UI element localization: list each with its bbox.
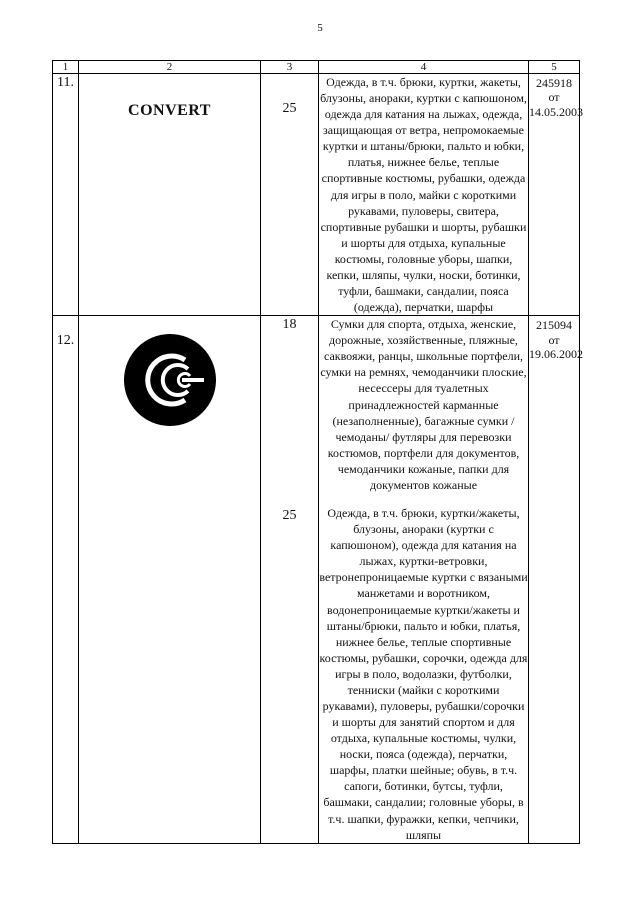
registration-date: 19.06.2002	[529, 346, 583, 361]
page-number: 5	[317, 22, 323, 34]
table-row	[53, 316, 580, 844]
row-number: 12.	[53, 316, 79, 844]
column-header: 1	[53, 61, 79, 74]
registration-date: 14.05.2003	[529, 104, 583, 119]
table-row	[53, 74, 580, 316]
goods-cell	[319, 74, 529, 316]
column-header: 2	[79, 61, 261, 74]
goods-text: Одежда, в т.ч. брюки, куртки, жакеты, блузоны, анораки, куртки с капюшоном, одежда для катания на лыжах, одежда, защищающая от ветра, непромокаемые куртки и штаны/брюки, пальто и юбки, платья, нижнее белье, теплые спортивные костюмы, рубашки, одежда для игры в поло, майки с короткими рукавами, пуловеры, свитера, спортивные рубашки и шорты, рубашки и шорты для отдыха, купальные костюмы, головные уборы, шапки, кепки, шляпы, чулки, носки, ботинки, туфли, башмаки, сандалии, пояса (одежда), перчатки, шарфы	[320, 75, 527, 315]
concentric-c-logo-icon	[79, 332, 260, 432]
mark-cell	[79, 316, 261, 844]
column-header: 4	[319, 61, 529, 74]
registration-cell	[529, 74, 583, 316]
goods-text: Одежда, в т.ч. брюки, куртки/жакеты, блузоны, анораки (куртки с капюшоном), одежда для катания на лыжах, куртки-ветровки, ветронепроницаемые куртки с вязаными манжетами и воротником, водонепроницаемые куртки/жакеты и штаны/брюки, пальто и юбки, платья, нижнее белье, теплые спортивные костюмы, рубашки, сорочки, одежда для игры в поло, водолазки, футболки, тенниски (майки с короткими рукавами), пуловеры, рубашки/сорочки и шорты для занятий спортом и для отдыха, купальные костюмы, чулки, носки, пояса (одежда), перчатки, шарфы, платки шейные; обувь, в т.ч. сапоги, ботинки, бутсы, туфли, башмаки, сандалии; головные уборы, в т.ч. шапки, фуражки, кепки, чепчики, шляпы	[319, 506, 528, 842]
registration-number: 245918	[536, 76, 572, 90]
mark-cell	[79, 74, 261, 316]
goods-text: Сумки для спорта, отдыха, женские, дорожные, хозяйственные, пляжные, саквояжи, ранцы, школьные портфели, сумки на ремнях, чемоданчики плоские, несессеры для туалетных принадлежностей карманные (незаполненные), багажные сумки /чемоданы/ футляры для перевозки костюмов, портфели для документов, чемоданчики кожаные, папки для документов кожаные	[320, 317, 527, 492]
column-header: 5	[529, 61, 580, 74]
class-cell	[261, 74, 319, 316]
registration-cell	[529, 316, 583, 844]
trademark-table	[52, 60, 583, 844]
class-number: 18	[282, 317, 297, 333]
wordmark-convert: CONVERT	[128, 102, 211, 119]
class-number: 25	[282, 507, 297, 523]
row-number: 11.	[53, 74, 79, 316]
goods-cell	[319, 316, 529, 844]
registration-number: 215094	[536, 318, 572, 333]
class-cell	[261, 316, 319, 844]
registration-from: от	[548, 332, 560, 347]
registration-from: от	[548, 90, 560, 105]
column-header: 3	[261, 61, 319, 74]
class-number: 25	[282, 101, 297, 116]
header-row	[53, 61, 580, 74]
